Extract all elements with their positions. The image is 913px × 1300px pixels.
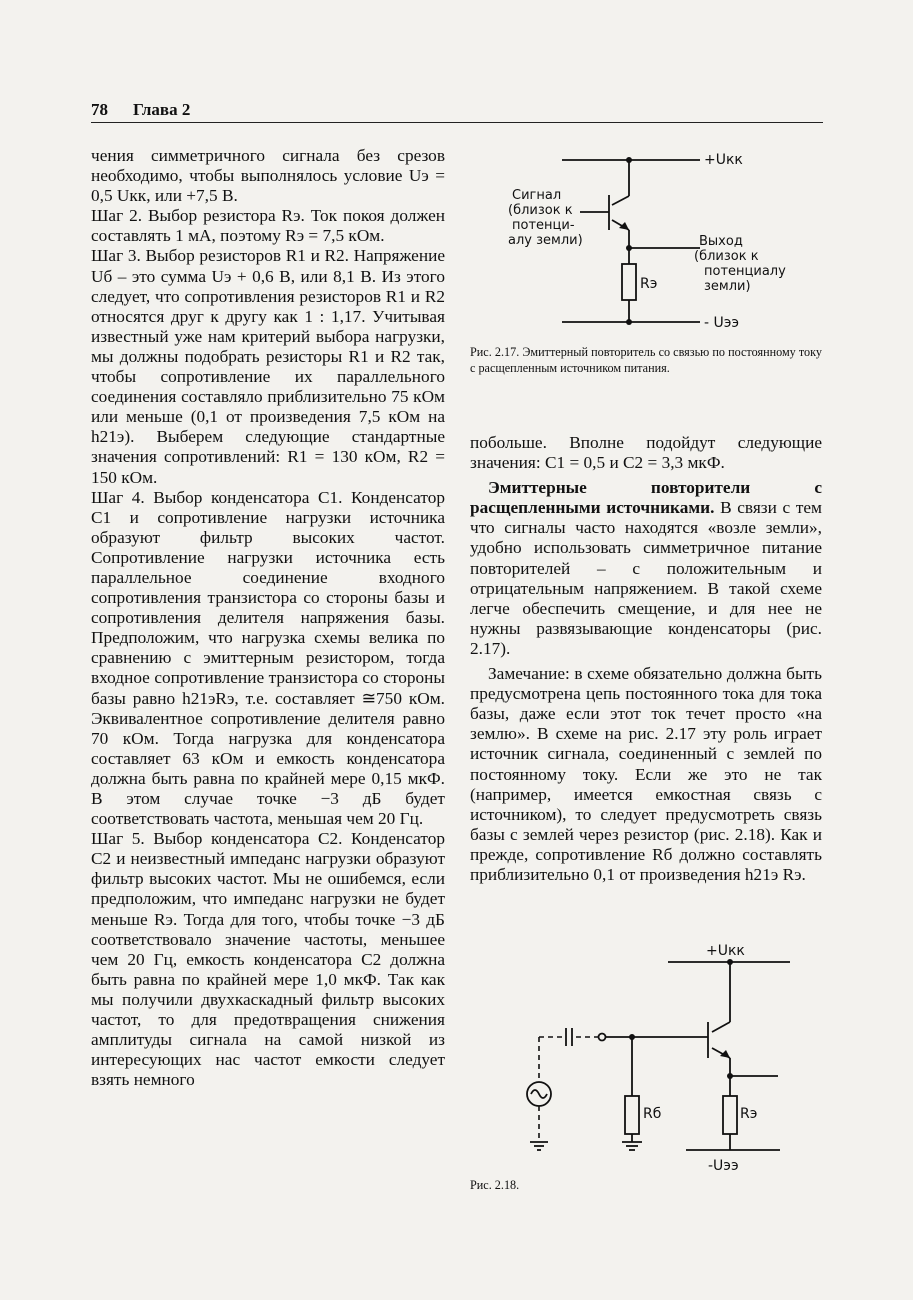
section-heading: Эмиттерные повторители с расщепленными источниками. xyxy=(470,478,822,518)
output-label: потенциалу xyxy=(704,264,786,279)
paragraph: побольше. Вполне подойдут следующие значения: C1 = 0,5 и C2 = 3,3 мкФ. xyxy=(470,433,822,473)
rb-label: Rб xyxy=(643,1106,662,1122)
paragraph: чения симметричного сигнала без срезов необходимо, чтобы выполнялось условие Uэ = 0,5 Uкк, или +7,5 В. xyxy=(91,146,445,206)
re-label: Rэ xyxy=(740,1106,758,1122)
paragraph-text: В связи с тем что сигналы часто находятся «возле земли», удобно использовать симметричное питание повторителей – с положительным и отрицательным напряжением. В такой схеме легче обеспечить смещение, и для нее не нужны развязывающие конденсаторы (рис. 2.17). xyxy=(470,498,822,658)
signal-label: алу земли) xyxy=(508,233,583,248)
page-number: 78 xyxy=(91,100,108,119)
paragraph: Замечание: в схеме обязательно должна быть предусмотрена цепь постоянного тока для тока базы, даже если этот ток течет просто «на землю». В схеме на рис. 2.17 эту роль играет источник сигнала, соединенный с землей по постоянному току. Если же это не так (например, имеется емкостная связь с источником), то следует предусмотреть связь базы с землей через резистор (рис. 2.18). Как и прежде, сопротивление Rб должно составлять приблизительно 0,1 от произведения h21э Rэ. xyxy=(470,664,822,884)
vcc-label: +Uкк xyxy=(704,152,743,168)
output-label: земли) xyxy=(704,279,751,294)
paragraph: Шаг 4. Выбор конденсатора C1. Конденсатор C1 и сопротивление нагрузки источника образуют фильтр высоких частот. Сопротивление нагрузки источника есть параллельное соединение входного сопротивления транзистора со стороны базы и сопротивления делителя напряжения базы. Предположим, что нагрузка схемы велика по сравнению с эмиттерным резистором, тогда входное сопротивление транзистора со стороны базы равно h21эRэ, т.е. составляет ≅750 кОм. Эквивалентное сопротивление делителя равно 70 кОм. Тогда нагрузка для конденсатора составляет 63 кОм и емкость конденсатора должна быть равна по крайней мере 0,15 мкФ. В этом случае точке −3 дБ будет соответствовать частота, меньшая чем 20 Гц. xyxy=(91,487,445,829)
output-label: (близок к xyxy=(694,249,759,264)
paragraph: Шаг 5. Выбор конденсатора C2. Конденсатор C2 и неизвестный импеданс нагрузки образуют фильтр высоких частот. Мы не ошибемся, если предположим, что импеданс нагрузки не будет меньше Rэ. Тогда для того, чтобы точке −3 дБ соответствовало значение частоты, меньшее чем 20 Гц, емкость конденсатора C2 должна быть равна по крайней мере 1,0 мкФ. Так как мы получили двухкаскадный фильтр высоких частот, то для предотвращения снижения амплитуды сигнала на самой низкой из интересующих нас частот емкости следует взять немного xyxy=(91,829,445,1090)
output-label: Выход xyxy=(699,234,743,249)
paragraph: Шаг 3. Выбор резисторов R1 и R2. Напряжение Uб – это сумма Uэ + 0,6 В, или 8,1 В. Из этого следует, что сопротивления резисторов R1 и R2 относятся друг к другу как 1 : 1,17. Учитывая известный уже нам критерий выбора нагрузки, мы должны подобрать резисторы R1 и R2 так, чтобы сопротивление их параллельного соединения составляло приблизительно 75 кОм или меньше (0,1 от произведения 7,5 кОм на h21э). Выберем следующие стандартные значения сопротивлений: R1 = 130 кОм, R2 = 150 кОм. xyxy=(91,246,445,487)
signal-label: Сигнал xyxy=(512,188,562,203)
re-label: Rэ xyxy=(640,276,658,292)
signal-label: (близок к xyxy=(508,203,573,218)
signal-label: потенци- xyxy=(512,218,575,233)
chapter-title: Глава 2 xyxy=(133,100,191,119)
vcc-label: +Uкк xyxy=(706,943,745,959)
vee-label: -Uээ xyxy=(708,1158,739,1174)
vee-label: - Uээ xyxy=(704,315,740,331)
paragraph: Шаг 2. Выбор резистора Rэ. Ток покоя должен составлять 1 мА, поэтому Rэ = 7,5 кОм. xyxy=(91,206,445,246)
figure-2-17-caption: Рис. 2.17. Эмиттерный повторитель со связью по постоянному току с расщепленным источником питания. xyxy=(470,345,822,375)
figure-2-18-caption: Рис. 2.18. xyxy=(470,1178,520,1192)
